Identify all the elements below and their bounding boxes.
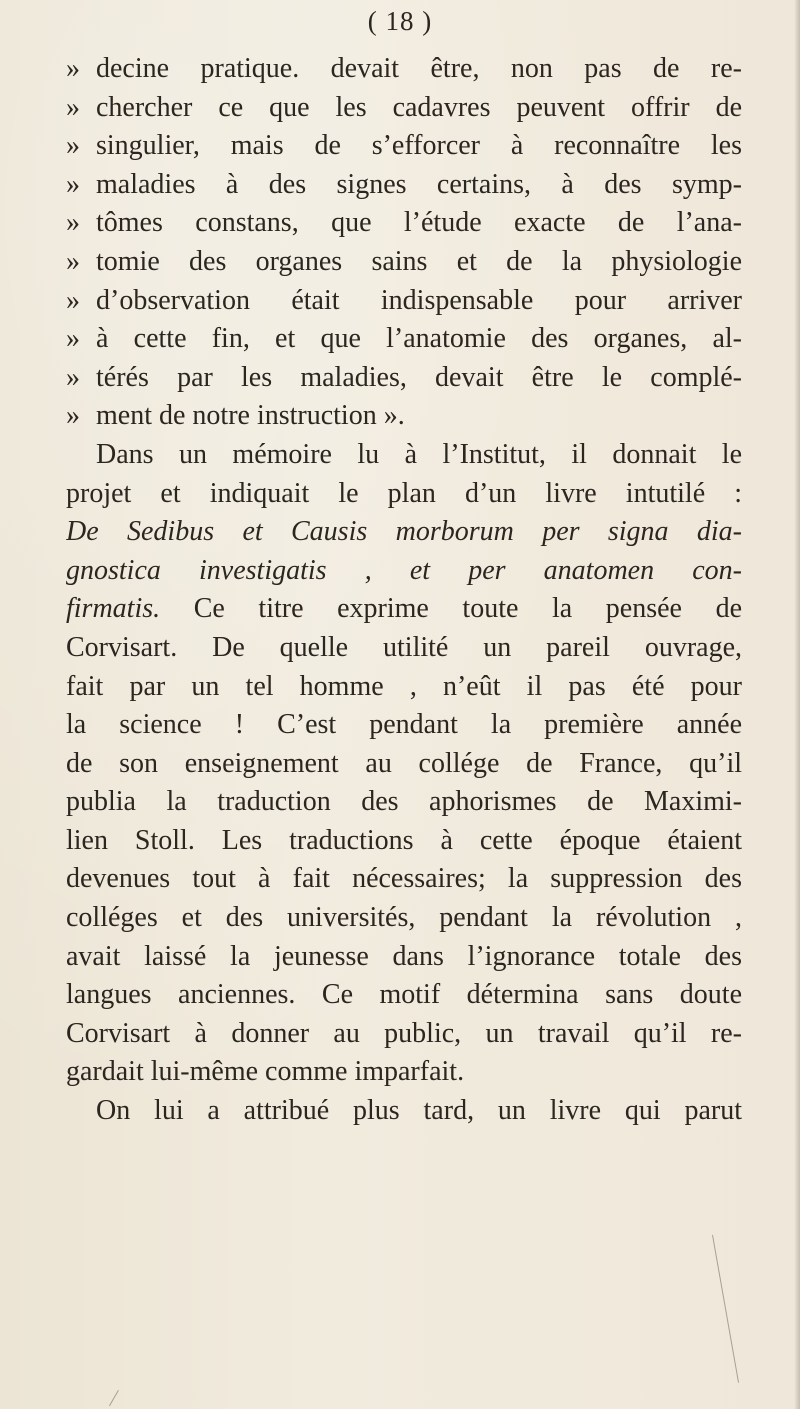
line-text: Ce titre exprime toute la pensée de (193, 593, 742, 625)
text-line (66, 590, 742, 629)
line-text: fait par un tel homme , n’eût il pas été pour (66, 670, 742, 702)
line-text: Dans un mémoire lu à l’Institut, il donnait le (96, 438, 742, 470)
quote-mark: » (66, 323, 80, 355)
line-text: decine pratique. devait être, non pas de re- (96, 53, 742, 84)
text-line (66, 822, 742, 861)
line-text: d’observation était indispensable pour arriver (96, 284, 742, 316)
text-line (66, 204, 742, 243)
text-line (66, 282, 742, 321)
text-line (66, 89, 742, 128)
line-text: Corvisart. De quelle utilité un pareil ouvrage, (66, 631, 742, 663)
line-text: avait laissé la jeunesse dans l’ignorance totale des (66, 940, 742, 972)
text-line (66, 320, 742, 359)
line-text: la science ! C’est pendant la première année (66, 709, 742, 741)
line-text: singulier, mais de s’efforcer à reconnaître les (96, 130, 742, 162)
line-text: devenues tout à fait nécessaires; la suppression des (66, 863, 742, 895)
quote-mark: » (66, 91, 80, 123)
line-text: gardait lui-même comme imparfait. (66, 1056, 465, 1088)
line-text: projet et indiquait le plan d’un livre intutilé : (66, 477, 742, 509)
line-text: chercher ce que les cadavres peuvent offrir de (96, 91, 742, 123)
line-text: maladies à des signes certains, à des symp- (96, 168, 742, 200)
text-line (66, 475, 742, 514)
body-text (66, 50, 742, 1131)
text-line (66, 127, 742, 166)
text-line (66, 860, 742, 899)
line-text: térés par les maladies, devait être le complé- (96, 361, 742, 393)
text-line (66, 668, 742, 707)
line-text: langues anciennes. Ce motif détermina sans doute (66, 979, 742, 1011)
latin-title: firmatis. (66, 593, 161, 625)
line-text: lien Stoll. Les traductions à cette époque étaient (66, 824, 742, 856)
line-text: colléges et des universités, pendant la révolution , (66, 902, 742, 934)
page-number: ( 18 ) (367, 6, 433, 36)
text-line (66, 513, 742, 552)
line-text: On lui a attribué plus tard, un livre qui parut (96, 1095, 742, 1127)
text-line (66, 1015, 742, 1054)
line-text: Corvisart à donner au public, un travail qu’il re- (66, 1017, 742, 1049)
line-text: ment de notre instruction ». (96, 400, 405, 432)
paragraph-first-line (66, 436, 742, 475)
line-text: tômes constans, que l’étude exacte de l’ana- (96, 207, 742, 239)
line-text: à cette fin, et que l’anatomie des organes, al- (96, 323, 742, 355)
line-text: de son enseignement au collége de France, qu’il (66, 747, 742, 779)
text-line (66, 706, 742, 745)
text-line (66, 243, 742, 282)
paragraph-first-line (66, 1092, 742, 1131)
text-line (66, 899, 742, 938)
latin-title: gnostica investigatis , et per anatomen con- (66, 554, 742, 586)
text-line (66, 629, 742, 668)
text-line (66, 745, 742, 784)
quote-mark: » (66, 53, 80, 84)
quote-mark: » (66, 245, 80, 277)
quote-mark: » (66, 130, 80, 162)
line-text: tomie des organes sains et de la physiologie (96, 245, 742, 277)
line-text: publia la traduction des aphorismes de Maximi- (66, 786, 742, 818)
quote-mark: » (66, 284, 80, 316)
paragraph-last-line (66, 1053, 742, 1092)
page-edge-shadow (794, 0, 800, 1409)
paper-scratch-mark (712, 1235, 739, 1383)
text-line (66, 359, 742, 398)
quote-mark: » (66, 361, 80, 393)
paper-scratch-mark (109, 1390, 119, 1406)
quote-mark: » (66, 168, 80, 200)
latin-title: De Sedibus et Causis morborum per signa dia- (66, 516, 742, 548)
quote-mark: » (66, 400, 80, 432)
text-line (66, 166, 742, 205)
text-line (66, 938, 742, 977)
text-line (66, 50, 742, 89)
text-line (66, 397, 742, 436)
text-line (66, 783, 742, 822)
text-line (66, 976, 742, 1015)
quote-mark: » (66, 207, 80, 239)
text-line (66, 552, 742, 591)
